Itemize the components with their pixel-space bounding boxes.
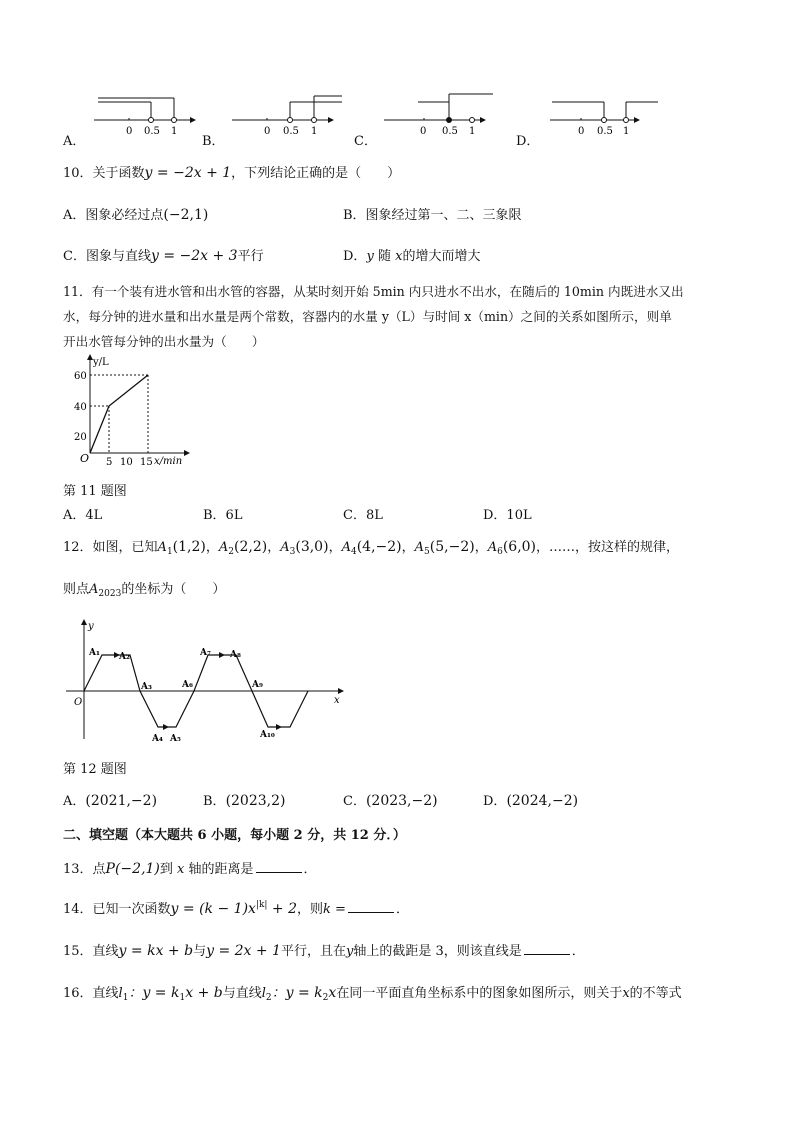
q12-option-a [63,790,157,809]
q12-point-4-name: A [341,540,351,555]
q13-pre: 13．点 [63,862,106,877]
q14-k: k = [323,902,346,917]
tick-05: 0.5 [144,126,160,137]
ytick-40: 40 [74,402,87,413]
q16-pre: 16．直线 [63,986,119,1001]
tick-05: 0.5 [442,126,458,137]
q12-target-sub: 2023 [98,589,122,599]
label-a1: A₁ [89,648,100,658]
q10-option-a-label: A．图象必经过点 [63,208,164,223]
q12-point-4-sub: 4 [350,547,357,557]
q12-option-d [483,790,578,809]
q10-option-d [343,245,480,264]
y-label: y [88,621,94,632]
q11-line-2: 水，每分钟的进水量和出水量是两个常数，容器内的水量 y（L）与时间 x（min）之间的关系如图所示，则单 [63,309,672,324]
q12-point-1-name: A [157,540,167,555]
q10-option-d-label: D． [343,249,367,264]
label-a2: A₂ [119,652,130,662]
x-label: x/min [154,456,183,467]
q12-line-2-tail: 的坐标为（ ） [121,582,226,597]
q12-target-point: A [89,582,99,597]
q12-option-c [343,790,438,809]
q15-mid-3: 轴上的截距是 3，则该直线是 [353,944,522,959]
q16-x: x [622,986,630,1001]
arrow-a7a8 [219,652,225,658]
q12-line-2-pre: 则点 [63,582,90,597]
q16-l2-sub: 2 [265,993,272,1003]
q14-exponent: |k| [255,900,268,910]
xtick-10: 10 [120,457,133,468]
q12-option-a-value: (2021,−2) [85,793,158,809]
q16-l2-eq: ：y = k [271,985,323,1001]
q9-option-a-label: A． [63,134,86,149]
q16-l1: l [118,986,123,1001]
q12-option-b-label: B． [203,794,226,809]
q12-line-1-tail: ，……，按这样的规律， [536,540,680,555]
q13-end: ． [303,862,317,877]
y-axis-arrow [81,619,87,625]
q10-stem-text: 10．关于函数 [63,166,145,181]
tick-0: 0 [264,126,271,137]
q10-option-c [63,245,264,264]
tick-1: 1 [623,126,630,137]
q12-option-d-label: D． [483,794,507,809]
q16 [63,982,682,1003]
q12-option-d-value: (2024,−2) [506,793,579,809]
q11-graph [62,352,202,470]
tick-1: 1 [311,126,318,137]
q10-stem-tail: ，下列结论正确的是（ ） [231,166,401,181]
tick-1: 1 [171,126,178,137]
tick-0: 0 [126,126,133,137]
q12-line-1-pre: 12．如图，已知 [63,540,158,555]
q12-option-a-label: A． [63,794,86,809]
q12-point-5-name: A [414,540,425,555]
q9-option-d-graph [546,92,661,138]
q11-option-c: C．8L [343,508,383,523]
q10-option-d-x: x [395,249,403,264]
q16-l2-eq-2: x [328,985,337,1001]
q9-option-a-graph [90,92,200,138]
q13-answer-blank[interactable] [256,860,302,873]
q11-option-d: D．10L [483,508,532,523]
q15-formula-1: y = kx + b [118,943,194,959]
label-a7: A₇ [200,648,211,658]
q12-option-c-value: (2023,−2) [365,793,438,809]
label-a3: A₃ [141,682,152,692]
q15-end: ． [571,944,585,959]
q14-answer-blank[interactable] [348,900,394,913]
q13 [63,858,317,877]
q16-l1-eq: ：y = k [128,985,180,1001]
q14-end: ． [395,902,409,917]
x-axis-arrow [184,450,190,456]
q10-formula: y = −2x + 1 [144,165,232,181]
q12-point-3-name: A [280,540,290,555]
x-axis-arrow [338,688,344,694]
q14-formula-a: y = (k − 1)x [170,901,256,917]
xtick-5: 5 [106,457,113,468]
q9-option-d-label: D． [516,134,540,149]
q13-point: P(−2,1) [105,861,160,877]
label-a6: A₆ [182,680,193,690]
tick-05: 0.5 [597,126,613,137]
label-a9: A₉ [252,680,263,690]
q13-axis: x [177,862,185,877]
origin-label: O [80,452,90,465]
q11-option-a: A．4L [63,508,103,523]
q14 [63,898,409,917]
arrow-a10 [276,724,282,730]
q9-option-c-graph [380,88,500,138]
water-line [90,375,148,453]
q15-pre: 15．直线 [63,944,119,959]
q12-point-6-name: A [487,540,498,555]
q12-point-5-sub: 5 [424,547,430,557]
q10-option-b: B．图象经过第一、二、三象限 [343,208,522,223]
q11-line-3: 开出水管每分钟的出水量为（ ） [63,334,265,349]
xtick-15: 15 [140,457,153,468]
label-a5: A₅ [170,734,181,744]
q15-formula-2: y = 2x + 1 [206,943,281,959]
q12-option-b-value: (2023,2) [225,793,286,809]
q10-option-a-point: (−2,1) [163,207,209,223]
tick-0: 0 [578,126,585,137]
q15-y: y [345,944,354,959]
y-label: y/L [93,357,109,368]
ytick-20: 20 [74,432,87,443]
q10-option-d-tail: 的增大而增大 [402,249,481,264]
q11-line-1: 11．有一个装有进水管和出水管的容器，从某时刻开始 5min 内只进水不出水，在随后的 10min 内既进水又出 [63,284,684,299]
q16-tail: 在同一平面直角坐标系中的图象如图所示，则关于 [336,986,623,1001]
origin-label: O [74,697,83,708]
tick-0: 0 [420,126,427,137]
q10-option-c-label: C．图象与直线 [63,249,151,264]
q16-mid-1: 与直线 [222,986,262,1001]
q11-option-b: B．6L [203,508,243,523]
q15-answer-blank[interactable] [524,942,570,955]
q16-l1-eq-2: x + b [185,985,223,1001]
q12-point-3-sub: 3 [289,547,296,557]
q12-graph [62,617,352,747]
q14-pre: 14．已知一次函数 [63,902,171,917]
q16-l1-eq-sub: 1 [179,993,186,1003]
q16-end: 的不等式 [629,986,682,1001]
arrow-a4a5 [163,724,169,730]
section-2-title: 二、填空题（本大题共 6 小题，每小题 2 分，共 12 分．） [63,828,406,843]
q12-option-b [203,790,285,809]
label-a4: A₄ [152,734,163,744]
q13-mid: 到 [159,862,173,877]
q10-option-d-mid: 随 [377,249,391,264]
q15 [63,940,585,959]
x-label: x [334,695,340,706]
q15-mid-2: 平行，且在 [280,944,346,959]
q12-point-6-sub: 6 [497,547,503,557]
q11-caption: 第 11 题图 [63,484,127,499]
q16-l1-sub: 1 [122,993,129,1003]
tick-1: 1 [469,126,476,137]
q12-point-2-name: A [218,540,229,555]
q12-point-6-coord: (6,0) [502,539,537,555]
q12-option-c-label: C． [343,794,366,809]
q12-line-1: 12．如图，已知$A_1(1,2)$，$A_2(2,2)$，$A_3(3,0)$，$A_4(4,-2)$，$A_5(5,-2)$，$A_6(6,0)$，……，按这样的规律， [63,539,680,557]
ytick-60: 60 [74,371,87,382]
q9-option-b-label: B． [202,134,225,149]
q12-point-2-coord: (2,2) [234,539,268,555]
tick-05: 0.5 [283,126,299,137]
q10-stem [63,162,400,181]
q12-point-1-coord: (1,2) [172,539,206,555]
q12-point-3-coord: (3,0) [295,539,329,555]
q15-mid-1: 与 [193,944,207,959]
q9-option-c-label: C． [354,134,377,149]
q10-option-d-y: y [366,249,374,264]
q9-option-b-graph [228,92,348,138]
q13-tail: 轴的距离是 [188,862,254,877]
label-a8: A₈ [230,650,241,660]
q12-point-5-coord: (5,−2) [429,539,475,555]
label-a10: A₁₀ [260,730,275,740]
q12-point-2-sub: 2 [228,547,235,557]
q12-caption: 第 12 题图 [63,762,127,777]
q16-l2-eq-sub: 2 [322,993,329,1003]
q14-formula-b: + 2 [267,901,298,917]
q14-mid: ，则 [297,902,324,917]
q10-option-c-formula: y = −2x + 3 [150,248,238,264]
q12-line-2 [63,578,225,599]
q10-option-a [63,204,208,223]
q12-point-1-sub: 1 [166,547,173,557]
q10-option-c-tail: 平行 [237,249,264,264]
q12-point-4-coord: (4,−2) [356,539,402,555]
q16-l2: l [261,986,266,1001]
